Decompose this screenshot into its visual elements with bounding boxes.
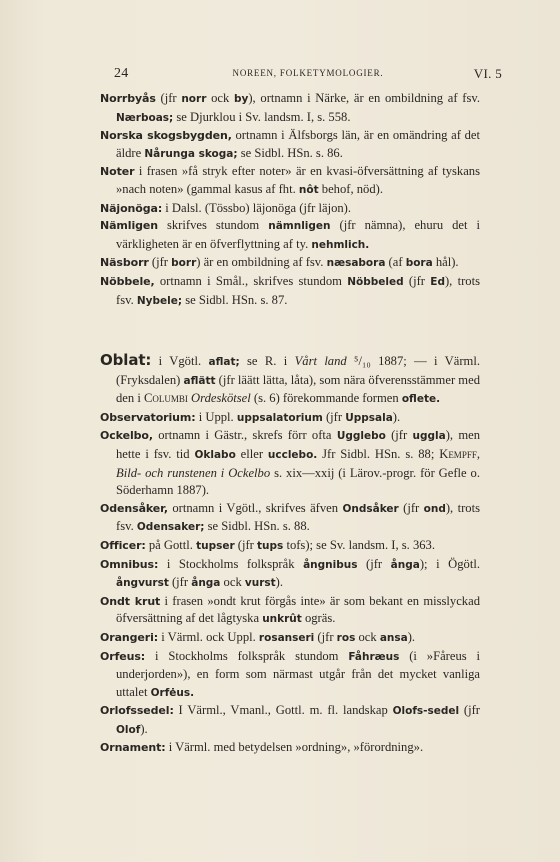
cited-form: by	[233, 93, 249, 105]
cited-form: rosanseri	[258, 631, 315, 644]
entry-text: (jfr nämna), ehuru det i värkligheten är en öfverflyttning af ty.	[116, 218, 480, 251]
dictionary-entry	[100, 500, 480, 537]
cited-form: næsabora	[326, 257, 386, 270]
cited-form: Oklabo	[194, 448, 236, 461]
entry-text: ); i Ögötl.	[419, 556, 480, 571]
dictionary-entry	[100, 739, 480, 757]
entry-text: (s. 6) förekommande formen	[250, 391, 402, 406]
dictionary-entry	[100, 90, 480, 127]
entry-text: (jfr läätt lätta, låta), som nära öfverensstämmer med den i	[116, 372, 480, 406]
entry-text: i Dalsl. (Tössbo) läjonöga (jfr läjon).	[162, 200, 352, 215]
cited-form: ångnibus	[303, 558, 358, 571]
entry-text: (jfr	[398, 500, 424, 515]
running-title: NOREEN, FOLKETYMOLOGIER.	[232, 68, 384, 78]
cited-form: ånga	[191, 577, 221, 590]
cited-form: Nårunga skoga;	[144, 147, 238, 160]
entry-headword: Ockelbo,	[100, 429, 153, 443]
dictionary-entry	[100, 200, 480, 218]
cited-form: Nærboas;	[116, 111, 174, 124]
entry-headword: Odensåker,	[100, 501, 168, 515]
cited-form: nehmlich.	[311, 238, 370, 251]
entry-text: ,	[476, 446, 480, 461]
cited-form: Olofs-sedel	[392, 705, 460, 718]
entry-text: ), trots fsv.	[116, 273, 480, 307]
cited-form: Odensaker;	[136, 521, 205, 534]
dictionary-entry	[100, 537, 480, 556]
entry-text: (jfr	[385, 428, 413, 443]
entry-text: ).	[407, 629, 416, 644]
cited-form: Nybele;	[136, 294, 183, 307]
entry-text: se Sidbl. HSn. s. 88.	[204, 519, 310, 534]
entry-text: (jfr	[403, 273, 431, 288]
entry-text: ), trots fsv.	[116, 500, 480, 534]
cited-form: Nöbbeled	[347, 275, 404, 288]
cited-form: Ed	[430, 275, 445, 288]
section-number: VI. 5	[473, 66, 502, 81]
page-number: 24	[114, 66, 129, 81]
entry-text: i Uppl.	[195, 409, 237, 424]
entry-text: i Vgötl.	[151, 354, 209, 368]
entry-text: (jfr	[357, 556, 391, 571]
entry-headword: Observatorium:	[100, 410, 196, 424]
entry-text: ock	[220, 575, 245, 590]
entry-text: ), men hette i fsv. tid	[116, 428, 480, 461]
entry-headword: Nöbbele,	[100, 274, 155, 288]
entry-text: ock	[355, 629, 380, 644]
cited-form: Ugglebo	[336, 430, 386, 443]
dictionary-entry	[100, 127, 480, 163]
entry-headword: Orfeus:	[100, 649, 146, 663]
cited-form: Fåhræus	[348, 650, 400, 663]
entry-text: Jfr Sidbl. HSn. s. 88;	[317, 446, 440, 461]
cited-title: Ordeskötsel	[191, 391, 251, 406]
entry-text: (jfr	[168, 575, 192, 590]
entry-headword: Omnibus:	[100, 557, 159, 571]
entry-headword: Norrbyås	[100, 92, 156, 105]
entry-text: på Gottl.	[145, 537, 197, 552]
entry-text: ortnamn i Vgötl., skrifves äfven	[167, 500, 343, 515]
entries-block-o	[100, 352, 480, 757]
entry-text: Columbi	[143, 391, 188, 406]
entry-text: ), ortnamn i Närke, är en ombildning af fsv.	[248, 91, 480, 105]
dictionary-entry	[100, 273, 480, 310]
dictionary-entry	[100, 352, 480, 409]
entry-headword: Oblat:	[100, 351, 152, 369]
entry-headword: Ornament:	[100, 741, 166, 755]
cited-form: Uppsala	[345, 411, 393, 424]
entry-headword: Noter	[100, 165, 135, 179]
cited-form: uggla	[412, 430, 446, 443]
entry-text: (jfr	[314, 629, 337, 644]
entry-text: ).	[140, 721, 148, 736]
entry-text: se Sidbl. HSn. s. 87.	[182, 292, 288, 307]
entry-headword: Ondt krut	[100, 594, 161, 608]
entry-text: i Värml. ock Uppl.	[158, 629, 259, 644]
cited-form: borr	[171, 257, 197, 270]
entry-text: Kempff	[439, 446, 477, 461]
cited-form: nämnligen	[268, 220, 331, 233]
entry-text: ).	[392, 409, 401, 424]
entry-text: (jfr	[234, 537, 258, 552]
cited-form: ucclebo.	[267, 448, 318, 461]
entry-text: I Värml., Vmanl., Gottl. m. fl. landskap	[173, 703, 393, 718]
dictionary-entry	[100, 217, 480, 254]
entry-text: ⁵/₁₀ 1887; — i Värml. (Fryksdalen)	[116, 354, 480, 387]
entry-headword: Orlofssedel:	[100, 704, 174, 718]
entry-text: ) är en ombildning af fsv.	[196, 255, 327, 270]
entry-text: skrifves stundom	[158, 218, 269, 233]
entry-text: (i »Fåreus i underjorden»), en form som närmast utgår från det mycket vanliga uttalet	[116, 648, 480, 699]
entry-text: ortnamn i Gästr., skrefs förr ofta	[152, 428, 337, 443]
cited-title: Bild- och runstenen i Ockelbo	[116, 465, 271, 480]
entry-text: behof, nöd).	[318, 181, 383, 196]
cited-form: vurst	[244, 577, 276, 590]
dictionary-entry	[100, 254, 480, 273]
entries-block-n	[100, 90, 480, 310]
entry-text: s. xix—xxij (i Lärov.-progr. för Gefle o. Söderhamn 1887).	[116, 465, 480, 498]
cited-form: oflete.	[401, 393, 441, 406]
entry-headword: Orangeri:	[100, 630, 159, 644]
entry-headword: Näsborr	[100, 256, 149, 270]
dictionary-entry	[100, 427, 480, 499]
entry-text: tofs); se Sv. landsm. I, s. 363.	[283, 537, 435, 552]
entry-text: (jfr	[155, 91, 182, 105]
entry-text: ).	[275, 575, 284, 590]
cited-form: unkrût	[262, 613, 302, 626]
cited-form: nôt	[298, 183, 319, 196]
entry-headword: Officer:	[100, 538, 146, 552]
cited-form: tupser	[196, 539, 235, 552]
entry-text: i Stockholms folkspråk stundom	[145, 648, 349, 663]
entry-text: (jfr	[459, 703, 480, 718]
cited-form: ansa	[379, 631, 408, 644]
entry-text: se Djurklou i Sv. landsm. I, s. 558.	[173, 109, 351, 124]
cited-form: bora	[405, 257, 433, 270]
entry-text: i Stockholms folkspråk	[158, 556, 304, 571]
entry-text: ock	[206, 91, 234, 105]
entry-text: se R. i	[239, 354, 295, 368]
cited-title: Vårt land	[294, 354, 347, 368]
dictionary-entry	[100, 629, 480, 648]
entry-text: ortnamn i Smål., skrifves stundom	[154, 273, 348, 288]
entry-text: ogräs.	[301, 611, 336, 626]
entry-headword: Nämligen	[100, 219, 158, 233]
entry-headword: Näjonöga:	[100, 201, 163, 215]
entry-text: se Sidbl. HSn. s. 86.	[237, 145, 343, 160]
cited-form: tups	[257, 539, 284, 552]
entry-headword: Norska skogsbygden,	[100, 129, 232, 143]
cited-form: norr	[181, 93, 207, 105]
cited-form: Ondsåker	[342, 502, 399, 515]
cited-form: uppsalatorium	[236, 411, 323, 424]
cited-form: Olof	[116, 723, 141, 736]
entry-text: hål).	[432, 255, 459, 270]
entry-text: (af	[385, 255, 406, 270]
dictionary-entry	[100, 163, 480, 199]
cited-form: aflätt	[183, 374, 216, 387]
entry-text: ortnamn i Älfsborgs län, är en omändring af det äldre	[116, 128, 481, 160]
cited-form: aflat;	[208, 356, 240, 368]
entry-text: i frasen »få stryk efter noter» är en kvasi-öfversättning af tyskans »nach noten» (gammal kasus af fht.	[116, 164, 480, 196]
dictionary-entry	[100, 593, 480, 629]
running-head	[114, 66, 502, 84]
cited-form: ros	[336, 631, 356, 644]
dictionary-entry	[100, 409, 480, 428]
cited-form: ond	[423, 502, 446, 515]
dictionary-entry	[100, 702, 480, 739]
dictionary-entry	[100, 648, 480, 703]
entry-text: i frasen »ondt krut förgås inte» är som bekant en misslyckad öfversättning af det lågtyska	[116, 593, 480, 626]
entry-text: (jfr	[148, 255, 172, 270]
cited-form: ånga	[390, 558, 420, 571]
entry-text: (jfr	[322, 409, 346, 424]
cited-form: Orfėus.	[150, 686, 195, 699]
dictionary-entry	[100, 556, 480, 593]
entry-text: eller	[235, 446, 268, 461]
entry-text: i Värml. med betydelsen »ordning», »förordning».	[165, 740, 424, 755]
cited-form: ångvurst	[116, 577, 169, 590]
